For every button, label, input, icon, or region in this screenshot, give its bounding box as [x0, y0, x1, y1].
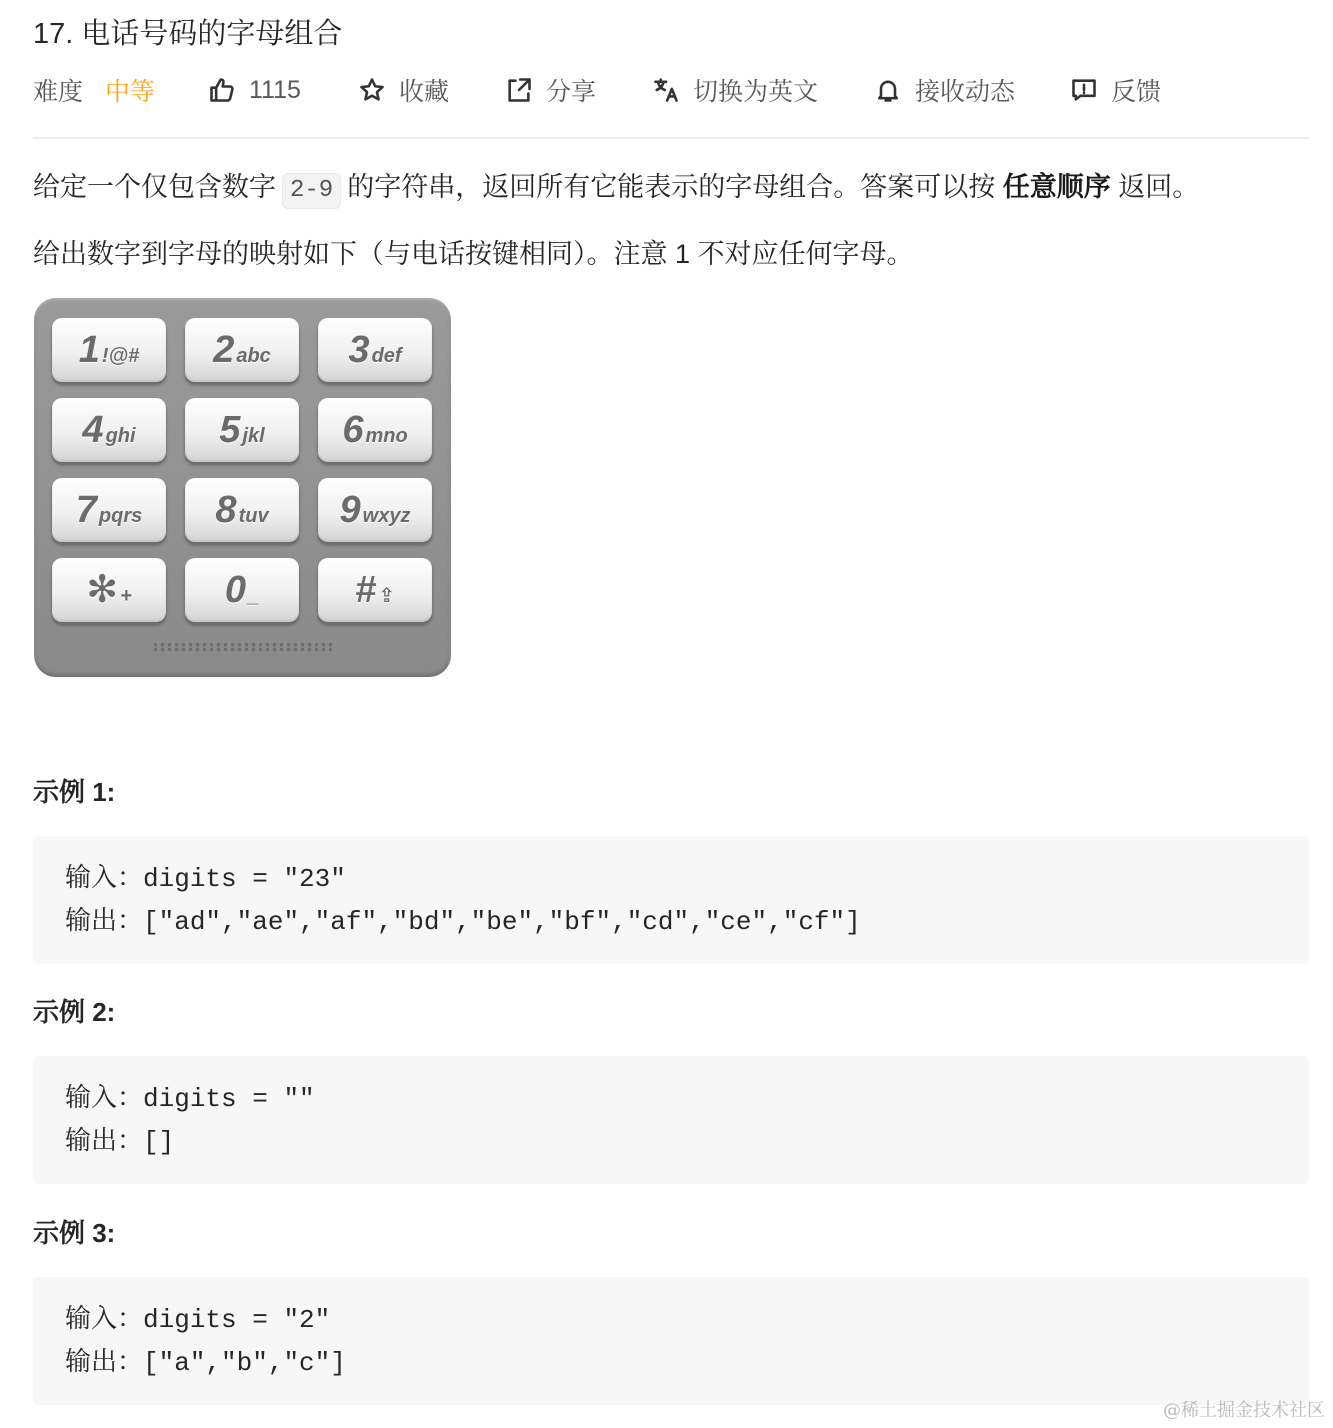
example-3-output — [65, 1342, 346, 1383]
key-letters: mno — [365, 425, 408, 447]
share-label: 分享 — [546, 78, 597, 106]
key-digit: 3 — [348, 329, 370, 371]
favorite-label: 收藏 — [399, 78, 450, 106]
emphasis-any-order: 任意顺序 — [1002, 172, 1111, 202]
star-icon — [358, 76, 386, 104]
watermark: @稀土掘金技术社区 — [1163, 1400, 1325, 1421]
example-1-output — [65, 901, 861, 942]
divider — [33, 137, 1309, 139]
example-2-input — [65, 1078, 315, 1119]
key-digit: 7 — [75, 489, 97, 531]
key-letters: tuv — [238, 505, 269, 527]
key-digit: 2 — [213, 329, 235, 371]
key-digit: ✻ — [86, 569, 119, 611]
description-text: 返回。 — [1118, 172, 1200, 202]
output-label: 输出： — [65, 906, 144, 936]
keypad-key — [185, 558, 299, 622]
key-digit: 1 — [78, 329, 100, 371]
key-letters: ghi — [105, 425, 136, 447]
example-3-box — [33, 1277, 1309, 1405]
input-label: 输入： — [65, 863, 144, 893]
keypad-speaker-grille — [152, 642, 332, 652]
key-letters: + — [120, 585, 132, 607]
keypad-key — [52, 478, 166, 542]
example-3-input — [65, 1299, 330, 1340]
translate-icon — [652, 76, 680, 104]
share-button[interactable] — [505, 70, 596, 110]
example-1-box — [33, 836, 1309, 964]
key-letters: abc — [236, 345, 271, 367]
keypad-key — [318, 318, 432, 382]
key-digit: 5 — [219, 409, 241, 451]
keypad-key — [318, 558, 432, 622]
example-1-input — [65, 858, 346, 899]
input-label: 输入： — [65, 1083, 144, 1113]
input-label: 输入： — [65, 1304, 144, 1334]
key-letters: wxyz — [362, 505, 411, 527]
output-label: 输出： — [65, 1347, 144, 1377]
keypad-key — [318, 478, 432, 542]
keypad-key — [185, 318, 299, 382]
inline-code-digits: 2-9 — [282, 173, 341, 209]
subscribe-button[interactable] — [874, 70, 1015, 110]
keypad-key — [185, 398, 299, 462]
key-letters: ⇪ — [378, 585, 395, 607]
example-3-title: 示例 3: — [33, 1218, 116, 1248]
keypad-key — [318, 398, 432, 462]
keypad-key — [185, 478, 299, 542]
keypad-key — [52, 318, 166, 382]
keypad-key — [52, 558, 166, 622]
output-value: [] — [143, 1127, 175, 1157]
example-2-title: 示例 2: — [33, 997, 116, 1027]
favorite-button[interactable] — [358, 70, 449, 110]
key-digit: # — [355, 569, 377, 611]
input-value: digits = "2" — [143, 1305, 331, 1335]
description-text: 给定一个仅包含数字 — [33, 172, 276, 202]
page-title: 17. 电话号码的字母组合 — [33, 18, 343, 50]
difficulty-label: 难度 — [33, 78, 84, 106]
feedback-icon — [1070, 76, 1098, 104]
description-paragraph-2: 给出数字到字母的映射如下（与电话按键相同）。注意 1 不对应任何字母。 — [33, 239, 914, 269]
description-text: 的字符串，返回所有它能表示的字母组合。答案可以按 — [347, 172, 996, 202]
example-1-title: 示例 1: — [33, 777, 116, 807]
like-count: 1115 — [249, 75, 301, 104]
example-2-box — [33, 1056, 1309, 1184]
key-digit: 8 — [215, 489, 237, 531]
key-digit: 9 — [339, 489, 361, 531]
feedback-button[interactable] — [1070, 70, 1161, 110]
difficulty — [33, 70, 155, 110]
key-letters: !@# — [101, 345, 140, 367]
subscribe-label: 接收动态 — [915, 78, 1016, 106]
key-letters: pqrs — [98, 505, 143, 527]
translate-button[interactable] — [652, 70, 818, 110]
difficulty-badge: 中等 — [105, 78, 156, 106]
output-label: 输出： — [65, 1126, 144, 1156]
like-button[interactable] — [208, 70, 301, 110]
key-digit: 6 — [342, 409, 364, 451]
phone-keypad-image — [34, 298, 451, 677]
output-value: ["a","b","c"] — [143, 1348, 346, 1378]
share-icon — [505, 76, 533, 104]
example-2-output — [65, 1121, 174, 1162]
output-value: ["ad","ae","af","bd","be","bf","cd","ce","cf"] — [143, 907, 861, 937]
thumbs-up-icon — [208, 76, 236, 104]
input-value: digits = "23" — [143, 864, 346, 894]
problem-meta-bar — [33, 70, 1309, 110]
description-paragraph-1 — [33, 167, 1199, 209]
key-digit: 0 — [224, 569, 246, 611]
key-digit: 4 — [82, 409, 104, 451]
translate-label: 切换为英文 — [693, 78, 819, 106]
key-letters: _ — [248, 585, 260, 607]
key-letters: def — [371, 345, 402, 367]
key-letters: jkl — [242, 425, 265, 447]
input-value: digits = "" — [143, 1084, 315, 1114]
bell-icon — [874, 76, 902, 104]
keypad-key — [52, 398, 166, 462]
feedback-label: 反馈 — [1111, 78, 1162, 106]
